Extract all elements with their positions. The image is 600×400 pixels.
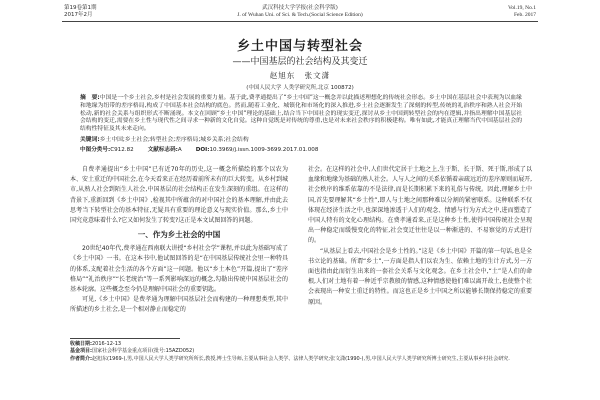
doi-label: DOI: — [195, 147, 210, 153]
abstract — [80, 95, 522, 134]
keywords — [80, 137, 522, 145]
running-header-right — [508, 5, 536, 19]
author-bio-label: 作者简介: — [70, 355, 92, 362]
body-paragraph: “从基层上看去,中国社会是乡土性的。”这是《乡土中国》开篇的第一句话,也是全书立论的基础。所谓“乡土”,一方面是指人们以农为生、依赖土地的生计方式,另一方面也指由此而衍生出来的一套社会关系与文化观念。在乡土社会中,“土”是人们的命根,人们对土地有着一种近乎宗教般的情感,这种情感使他们难以离开故土,也使整个社会表现出一种安土重迁的特性。而这也正是乡土中国之所以能够长期保持稳定的重要原因。 — [308, 247, 532, 306]
body-column-left — [70, 165, 288, 316]
received-label: 收稿日期: — [70, 341, 92, 347]
volume-issue: 第19卷第1期 — [64, 5, 97, 11]
volume-issue-en: Vol.19, No.1 — [507, 5, 536, 11]
body-paragraph: 可见,《乡土中国》是费孝通为理解中国基层社会而构建的一种理想类型,其中所描述的乡土社会,是一个相对静止而稳定的 — [70, 296, 288, 314]
doi: 10.3969/j.issn.1009-3699.2017.01.008 — [209, 147, 319, 153]
article-title: 乡土中国与转型社会 — [236, 39, 363, 54]
intro-paragraph: 自费孝通提出“乡土中国”已有近70年的历史,这一概念所描绘的那个以农为本、安土重迁的中国社会,在今天看来正在经历着前所未有的巨大转变。从乡村到城市,从熟人社会到陌生人社会,中国基层的社会结构正在发生深刻的重组。在这样的背景下,重新回到《乡土中国》,检视其中所蕴含的对中国社会的基本理解,并由此去思考当下转型社会的基本特征,无疑具有重要的理论意义与现实价值。那么,乡土中国究竟意味着什么?它又如何发生了转变?这正是本文试图回答的问题。 — [70, 166, 288, 225]
author-bio-text: 赵旭东(1969-),男,中国人民大学人类学研究所所长,教授,博士生导师,主要从事社会人类学、法律人类学研究;张文潇(1990-),男,中国人民大学人类学研究所博士研究生,主要从事乡村社会研究. — [92, 355, 510, 362]
running-header-journal — [150, 5, 450, 19]
fund-note — [70, 348, 532, 355]
body-paragraph-continued: 社会。在这样的社会中,人们世代定居于土地之上,生于斯、长于斯、死于斯,形成了以血缘和地缘为基础的熟人社会。人与人之间的关系依循着亲疏远近的差序原则而展开,社会秩序的维系依靠的不是法律,而是长期积累下来的礼俗与传统。因此,理解乡土中国,首先要理解其“乡土性”,即人与土地之间那种难以分割的紧密联系。这种联系不仅体现在经济生活之中,也深深地渗透于人们的观念、情感与行为方式之中,进而塑造了中国人特有的文化心理结构。在费孝通看来,正是这种乡土性,使得中国传统社会呈现出一种稳定而缓慢变化的特征,社会变迁往往是以一种渐进的、不易察觉的方式进行的。 — [308, 166, 532, 245]
body-column-right — [308, 165, 532, 308]
footnotes — [70, 341, 532, 363]
body-paragraph: 20世纪40年代,费孝通在西南联大讲授“乡村社会学”课程,并以此为基础写成了《乡土中国》一书。在这本书中,他试图回答的是“在中国基层传统社会里一种特具的体系,支配着社会生活的各个方面”这一问题。他以“乡土本色”开篇,提出了“差序格局”“礼治秩序”“长老统治”等一系列影响深远的概念,勾勒出传统中国基层社会的基本轮廓。这些概念至今仍是理解中国社会的重要钥匙。 — [70, 245, 288, 294]
author-bio-note — [70, 356, 532, 363]
issue-date: 2017年2月 — [64, 12, 93, 18]
keywords-text: 乡土中国;乡土社会;转型社会;差序格局;城乡关系;社会结构 — [99, 137, 249, 143]
clc-label: 中图分类号: — [80, 147, 111, 153]
header-divider — [62, 21, 538, 22]
fund-text: 国家社会科学基金重点项目(批号:15AZD052) — [92, 348, 195, 355]
doc-code: A — [177, 147, 182, 153]
journal-name-cn: 武汉科技大学学报(社会科学版) — [262, 5, 338, 11]
received-date: 2016-12-13 — [92, 341, 122, 347]
running-header-left — [64, 5, 97, 19]
article-authors: 赵旭东 张文潇 — [269, 71, 331, 80]
article-subtitle: ——中国基层的社会结构及其变迁 — [232, 57, 368, 67]
clc-number: C912.82 — [110, 147, 134, 153]
classification-line — [80, 147, 522, 155]
section-heading: 一、作为乡土社会的中国 — [137, 230, 221, 240]
keywords-label: 关键词: — [80, 137, 100, 143]
abstract-text: 中国是一个乡土社会,乡村是社会发展的重要力量。基于此,费孝通提出了“乡土中国”这一概念并以此描述理想化的传统社会形态。乡土中国在基层社会中表现为以血缘和地缘为纽带的差序格局,构成了中国基本社会结构的底色。然而,随着工业化、城镇化和市场化的深入推进,乡土社会逐渐发生了深刻的转型,传统的礼治秩序和熟人社会开始松动,新的社会关系与组织形式不断涌现。本文在回顾“乡土中国”理论的基础上,结合当下中国社会的现实变迁,探讨从乡土中国到转型社会的内在逻辑,并指出理解中国基层社会结构的变迁,需要在乡土性与现代性之间寻求一种新的文化自觉。这种自觉既是对传统的尊重,也是对未来社会秩序的积极建构。唯有如此,才能真正理解当代中国基层社会的结构性特征及其未来走向。 — [80, 95, 522, 133]
fund-label: 基金项目: — [70, 348, 92, 355]
issue-date-en: Feb. 2017 — [514, 12, 536, 18]
footnote-divider — [70, 338, 180, 339]
abstract-label: 摘 要: — [80, 95, 100, 101]
journal-name-en: J. of Wuhan Uni. of Sci. & Tech.(Social Science Edition) — [237, 12, 363, 18]
author-affiliation: (中国人民大学 人类学研究所,北京 100872) — [246, 85, 354, 91]
doc-code-label: 文献标志码: — [147, 147, 178, 153]
